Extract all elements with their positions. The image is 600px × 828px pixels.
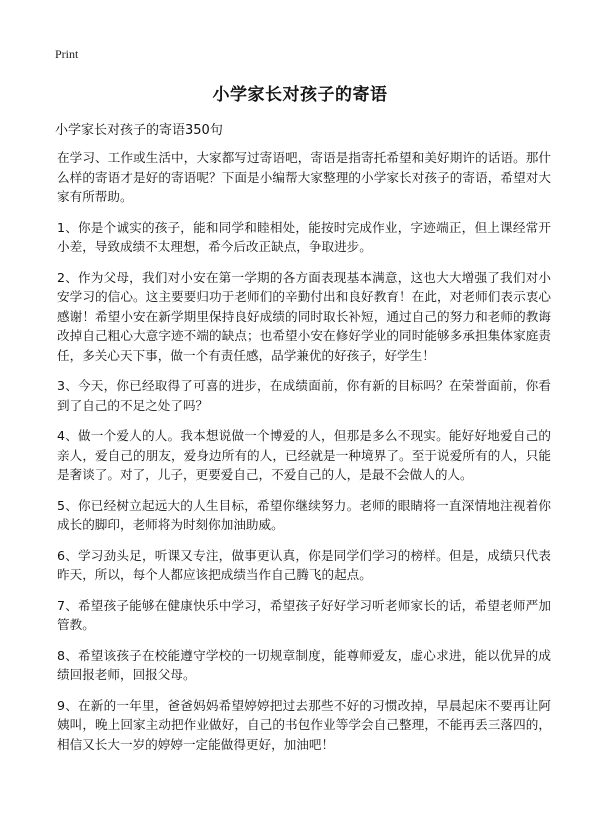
wish-paragraph-7: 7、希望孩子能够在健康快乐中学习，希望孩子好好学习听老师家长的话，希望老师严加管教。 bbox=[57, 597, 551, 632]
wish-paragraph-2: 2、作为父母，我们对小安在第一学期的各方面表现基本满意，这也大大增强了我们对小安学习的信心。这主要要归功于老师们的辛勤付出和良好教育！在此，对老师们表示衷心感谢！希望小安在新学期里保持良好成绩的同时取长补短，通过自己的努力和老师的教诲改掉自己粗心大意字迹不端的缺点；也希望小安在修好学业的同时能够多承担集体家庭责任，多关心天下事，做一个有责任感，品学兼优的好孩子，好学生！ bbox=[57, 269, 551, 363]
article-body bbox=[57, 148, 551, 765]
page-title: 小学家长对孩子的寄语 bbox=[212, 85, 388, 105]
wish-paragraph-4: 4、做一个爱人的人。我本想说做一个博爱的人，但那是多么不现实。能好好地爱自己的亲人，爱自己的朋友，爱身边所有的人，已经就是一种境界了。至于说爱所有的人，只能是奢谈了。对了，儿子，更要爱自己，不爱自己的人，是最不会做人的人。 bbox=[57, 428, 551, 482]
wish-paragraph-9: 9、在新的一年里，爸爸妈妈希望婷婷把过去那些不好的习惯改掉，早晨起床不要再让阿姨叫，晚上回家主动把作业做好，自己的书包作业等学会自己整理，不能再丢三落四的，相信又长大一岁的婷婷一定能做得更好，加油吧！ bbox=[57, 697, 551, 752]
wish-paragraph-6: 6、学习劲头足，听课又专注，做事更认真，你是同学们学习的榜样。但是，成绩只代表昨天，所以，每个人都应该把成绩当作自己腾飞的起点。 bbox=[57, 547, 551, 582]
wish-paragraph-5: 5、你已经树立起远大的人生目标，希望你继续努力。老师的眼睛将一直深情地注视着你成长的脚印，老师将为时刻你加油助威。 bbox=[57, 497, 551, 532]
page-subtitle: 小学家长对孩子的寄语350句 bbox=[55, 123, 223, 138]
print-link[interactable]: Print bbox=[55, 47, 79, 61]
wish-paragraph-8: 8、希望该孩子在校能遵守学校的一切规章制度，能尊师爱友，虚心求进，能以优异的成绩回报老师，回报父母。 bbox=[57, 647, 551, 682]
wish-paragraph-1: 1、你是个诚实的孩子，能和同学和睦相处，能按时完成作业，字迹端正，但上课经常开小差，导致成绩不太理想，希今后改正缺点，争取进步。 bbox=[57, 219, 551, 254]
intro-paragraph: 在学习、工作或生活中，大家都写过寄语吧，寄语是指寄托希望和美好期许的话语。那什么样的寄语才是好的寄语呢？下面是小编帮大家整理的小学家长对孩子的寄语，希望对大家有所帮助。 bbox=[57, 150, 551, 204]
wish-paragraph-3: 3、今天，你已经取得了可喜的进步，在成绩面前，你有新的目标吗？在荣誉面前，你看到了自己的不足之处了吗？ bbox=[57, 378, 551, 413]
